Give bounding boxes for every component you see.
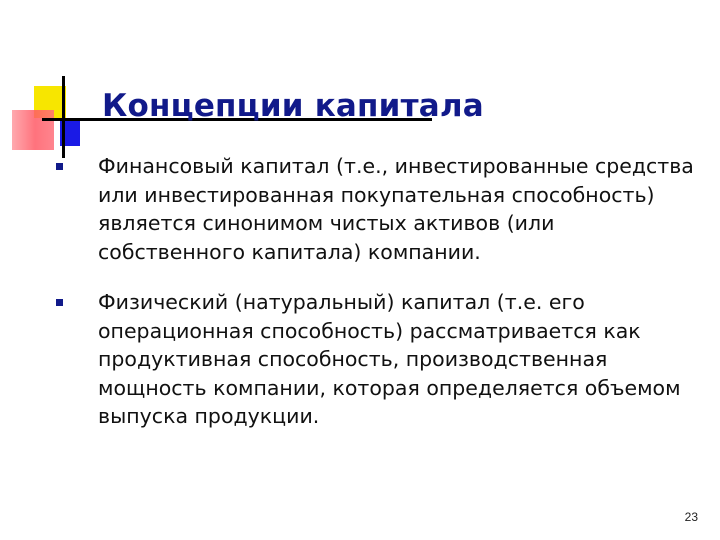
bullet-text: Финансовый капитал (т.е., инвестированные средства или инвестированная покупательная способность) является синонимом чистых активов (или собственного капитала) компании. — [98, 154, 694, 264]
square-bullet-icon — [56, 163, 63, 170]
bullet-item — [56, 152, 706, 266]
bullet-item — [56, 288, 706, 431]
bullet-text: Физический (натуральный) капитал (т.е. его операционная способность) рассматривается как продуктивная способность, производственная мощность компании, которая определяется объемом выпуска продукции. — [98, 290, 681, 428]
slide-title: Концепции капитала — [102, 88, 484, 124]
decorative-red-square — [12, 110, 54, 150]
decorative-vertical-line — [62, 76, 65, 158]
page-number: 23 — [684, 510, 698, 524]
square-bullet-icon — [56, 299, 63, 306]
bullet-list — [56, 152, 706, 431]
